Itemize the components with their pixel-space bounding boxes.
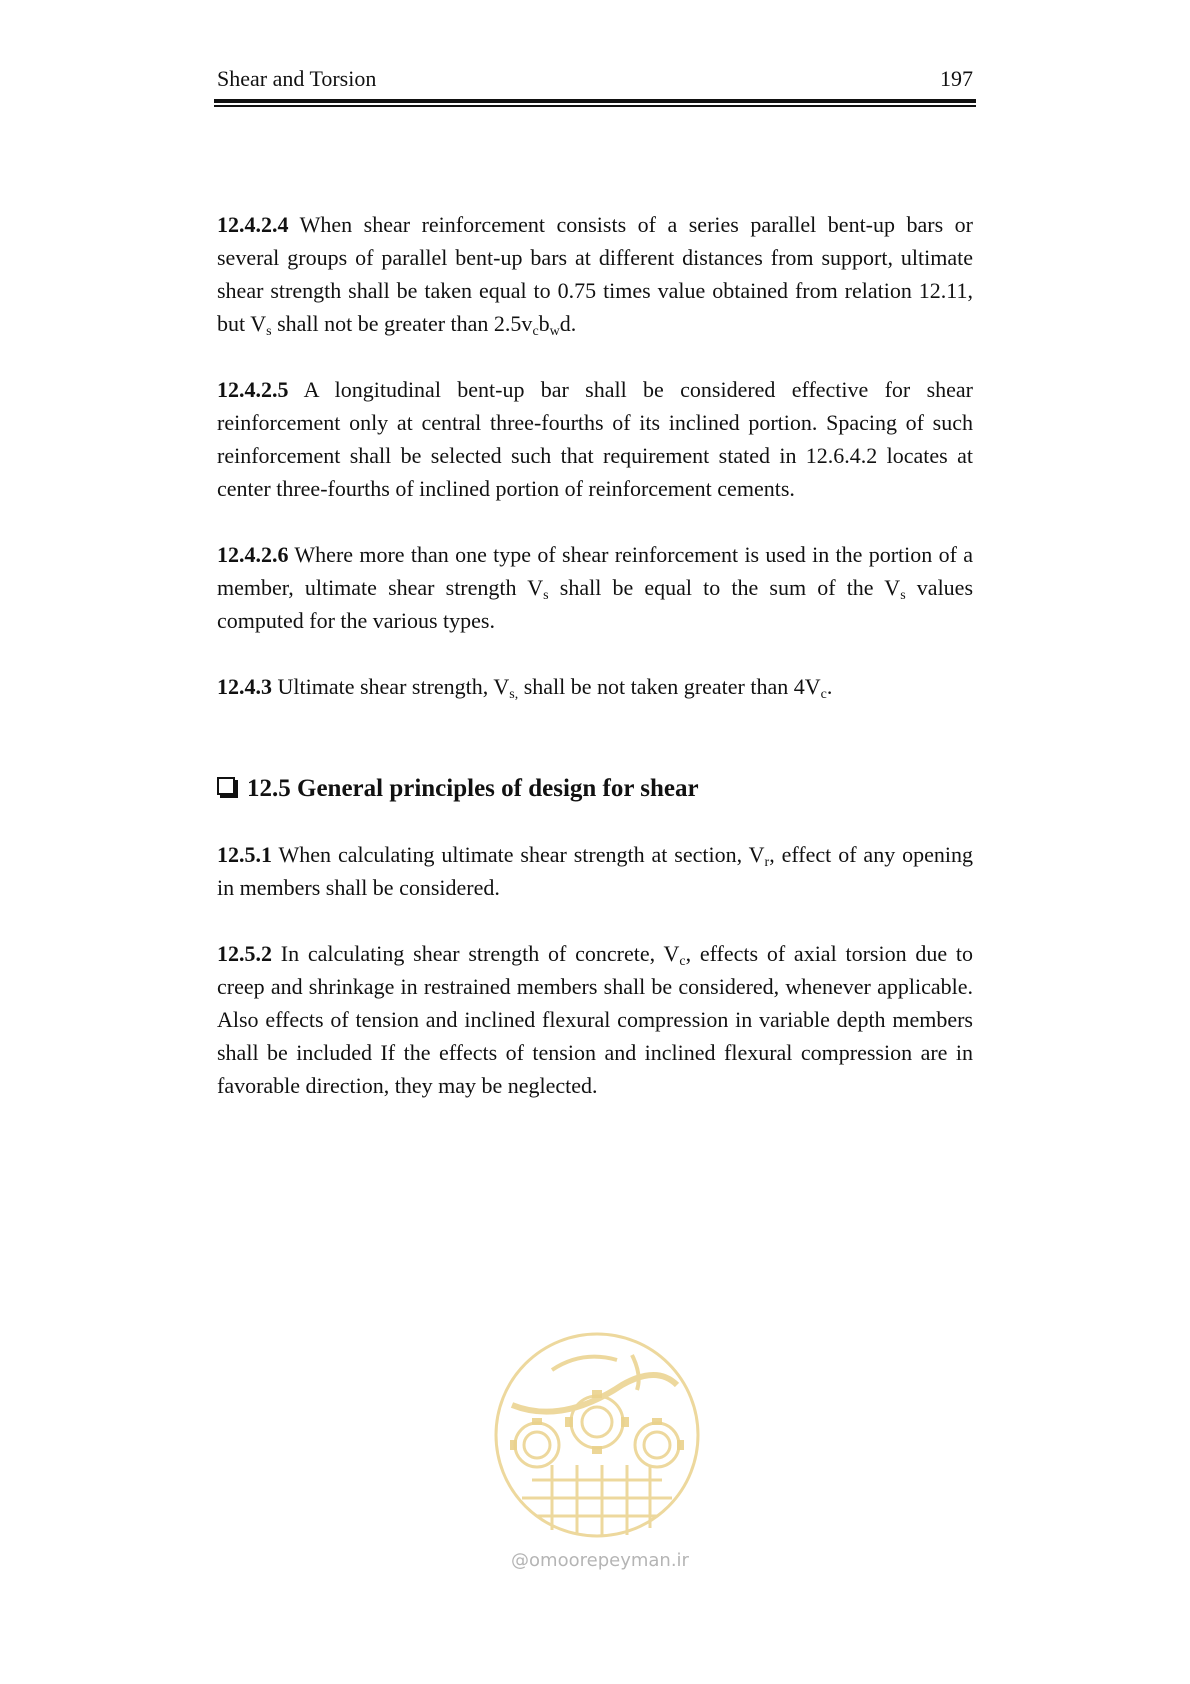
gear-logo-icon (492, 1330, 702, 1540)
clause-text: values computed for the various types. (217, 575, 974, 633)
clause-number: 12.4.2.5 (217, 377, 289, 402)
clause-12-4-2-4 (217, 208, 973, 340)
watermark-logo (492, 1330, 702, 1540)
page-body (217, 208, 973, 1135)
subscript: w (549, 324, 560, 339)
header-rule-thin (214, 105, 976, 107)
subscript: s (543, 588, 549, 603)
clause-12-4-2-5 (217, 373, 973, 505)
clause-number: 12.4.2.4 (217, 212, 289, 237)
clause-number: 12.4.2.6 (217, 542, 289, 567)
clause-text: In calculating shear strength of concrete, V (272, 941, 680, 966)
clause-text: , effect of any opening in members shall be considered. (217, 842, 973, 900)
clause-text: A longitudinal bent-up bar shall be considered effective for shear reinforcement only at central three-fourths of its inclined portion. Spacing of such reinforcement shall be selected such that requirement stated in 12.6.4.2 locates at center three-fourths of inclined portion of reinforcement cements. (217, 377, 973, 501)
subscript: c (532, 324, 539, 339)
clause-number: 12.4.3 (217, 674, 272, 699)
section-heading-text: 12.5 General principles of design for shear (247, 775, 699, 802)
subscript: s, (509, 687, 519, 702)
running-header (217, 64, 973, 94)
clause-12-4-3 (217, 670, 973, 703)
clause-12-5-1 (217, 838, 973, 904)
clause-text: shall be not taken greater than 4V (518, 674, 821, 699)
checkbox-bullet-icon (217, 777, 235, 795)
clause-text: . (826, 674, 833, 699)
subscript: c (820, 687, 827, 702)
clause-text: d. (559, 311, 577, 336)
clause-text: When shear reinforcement consists of a series parallel bent-up bars or several groups of parallel bent-up bars at different distances from support, ultimate shear strength shall be taken equal to 0.75 times value obtained from relation 12.11, but V (217, 212, 973, 336)
subscript: r (764, 855, 770, 870)
watermark-url: @omoorepeyman.ir (511, 1550, 689, 1571)
header-rule-thick (214, 99, 976, 103)
running-head-title: Shear and Torsion (217, 66, 377, 91)
clause-text: Ultimate shear strength, V (272, 674, 510, 699)
clause-text: shall be equal to the sum of the V (548, 575, 901, 600)
clause-text: Where more than one type of shear reinforcement is used in the portion of a member, ultimate shear strength V (217, 542, 973, 600)
clause-number: 12.5.2 (217, 941, 272, 966)
section-heading-12-5 (217, 772, 973, 805)
subscript: s (266, 324, 272, 339)
page-number: 197 (940, 66, 973, 91)
clause-text: shall not be greater than 2.5v (271, 311, 533, 336)
clause-12-4-2-6 (217, 538, 973, 637)
subscript: s (900, 588, 906, 603)
clause-text: When calculating ultimate shear strength at section, V (272, 842, 765, 867)
clause-text: , effects of axial torsion due to creep and shrinkage in restrained members shall be considered, whenever applicable. Also effects of tension and inclined flexural compression in variable depth members shall be included If the effects of tension and inclined flexural compression are in favorable direction, they may be neglected. (217, 941, 973, 1098)
clause-number: 12.5.1 (217, 842, 272, 867)
clause-12-5-2 (217, 937, 973, 1102)
clause-text: b (538, 311, 550, 336)
subscript: c (679, 954, 686, 969)
